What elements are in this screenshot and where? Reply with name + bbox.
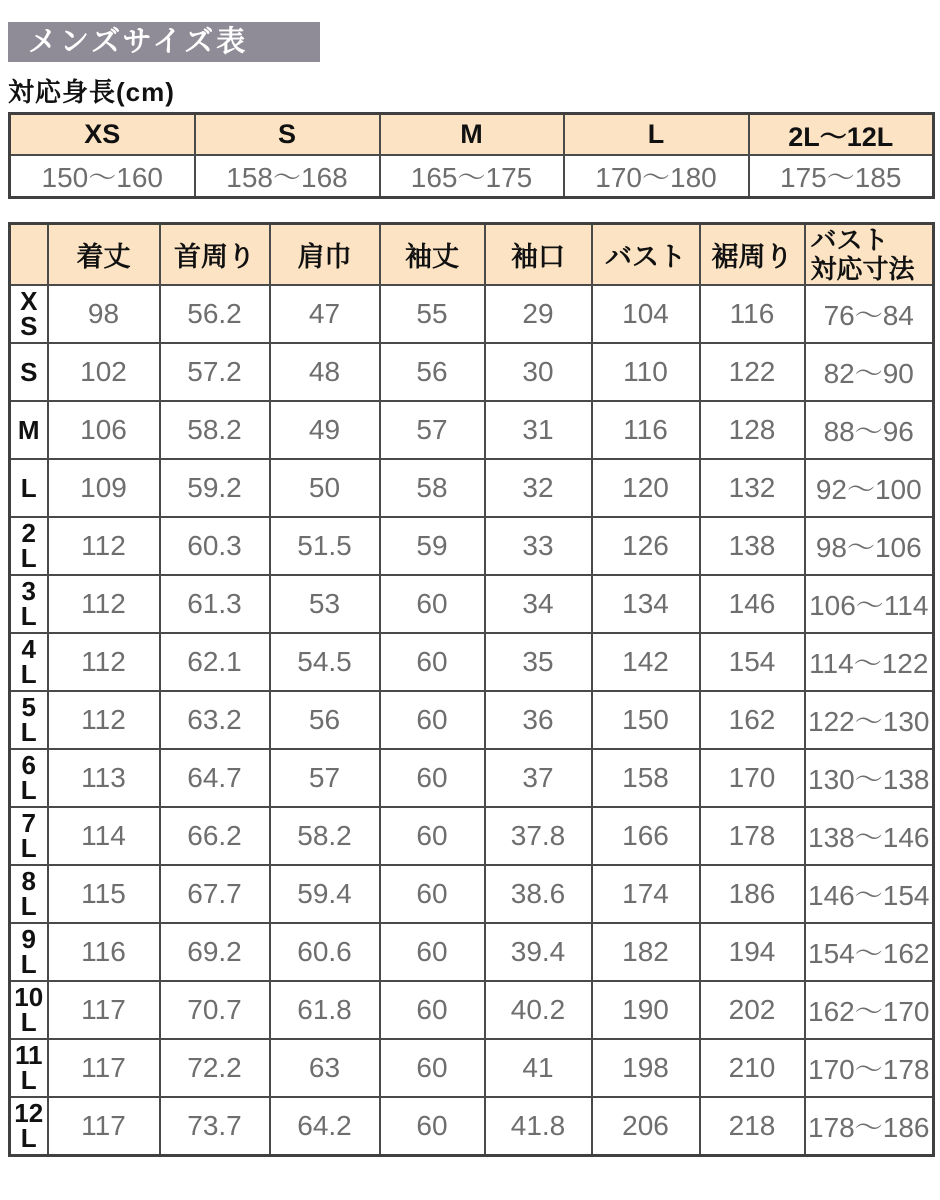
height-value-s: 158〜168	[195, 155, 380, 198]
size-cell: 166	[592, 807, 700, 865]
size-cell: 146	[700, 575, 805, 633]
size-cell: 138	[700, 517, 805, 575]
size-cell: 56	[380, 343, 485, 401]
table-row	[10, 981, 934, 1039]
size-cell: 64.2	[270, 1097, 380, 1156]
size-cell: 60	[380, 633, 485, 691]
size-row-label: 4 L	[10, 633, 48, 691]
size-cell: 190	[592, 981, 700, 1039]
height-table-header-row	[10, 114, 934, 156]
size-cell: 114〜122	[805, 633, 934, 691]
size-cell: 117	[48, 1039, 160, 1097]
size-cell: 39.4	[485, 923, 592, 981]
size-cell: 34	[485, 575, 592, 633]
size-cell: 202	[700, 981, 805, 1039]
size-cell: 117	[48, 981, 160, 1039]
size-cell: 115	[48, 865, 160, 923]
size-cell: 112	[48, 575, 160, 633]
size-cell: 58.2	[160, 401, 270, 459]
size-cell: 146〜154	[805, 865, 934, 923]
size-cell: 102	[48, 343, 160, 401]
size-cell: 63.2	[160, 691, 270, 749]
size-cell: 104	[592, 285, 700, 343]
size-cell: 41	[485, 1039, 592, 1097]
col-header-body-length: 着丈	[48, 224, 160, 286]
size-cell: 98	[48, 285, 160, 343]
size-cell: 54.5	[270, 633, 380, 691]
size-cell: 56	[270, 691, 380, 749]
size-cell: 59.2	[160, 459, 270, 517]
table-row	[10, 575, 934, 633]
page-title: メンズサイズ表	[8, 22, 320, 62]
size-cell: 69.2	[160, 923, 270, 981]
size-cell: 122〜130	[805, 691, 934, 749]
size-cell: 38.6	[485, 865, 592, 923]
col-header-neck: 首周り	[160, 224, 270, 286]
table-row	[10, 691, 934, 749]
size-cell: 113	[48, 749, 160, 807]
size-cell: 116	[592, 401, 700, 459]
size-cell: 112	[48, 691, 160, 749]
size-cell: 60	[380, 923, 485, 981]
size-cell: 76〜84	[805, 285, 934, 343]
size-cell: 210	[700, 1039, 805, 1097]
table-row	[10, 633, 934, 691]
size-cell: 60	[380, 691, 485, 749]
size-cell: 128	[700, 401, 805, 459]
table-row	[10, 807, 934, 865]
size-cell: 122	[700, 343, 805, 401]
size-cell: 60	[380, 865, 485, 923]
size-cell: 67.7	[160, 865, 270, 923]
size-cell: 41.8	[485, 1097, 592, 1156]
size-cell: 47	[270, 285, 380, 343]
size-cell: 60	[380, 1039, 485, 1097]
size-cell: 98〜106	[805, 517, 934, 575]
col-header-cuff: 袖口	[485, 224, 592, 286]
size-cell: 198	[592, 1039, 700, 1097]
table-row	[10, 285, 934, 343]
size-cell: 37.8	[485, 807, 592, 865]
size-cell: 106	[48, 401, 160, 459]
size-cell: 60	[380, 575, 485, 633]
size-row-label: M	[10, 401, 48, 459]
size-cell: 182	[592, 923, 700, 981]
size-cell: 130〜138	[805, 749, 934, 807]
height-value-2l-12l: 175〜185	[749, 155, 934, 198]
size-row-label: 10 L	[10, 981, 48, 1039]
table-row	[10, 401, 934, 459]
col-header-sleeve-length: 袖丈	[380, 224, 485, 286]
size-cell: 158	[592, 749, 700, 807]
size-cell: 194	[700, 923, 805, 981]
size-row-label: 8 L	[10, 865, 48, 923]
size-cell: 116	[700, 285, 805, 343]
table-row	[10, 343, 934, 401]
size-cell: 132	[700, 459, 805, 517]
size-cell: 60	[380, 981, 485, 1039]
size-cell: 154〜162	[805, 923, 934, 981]
size-cell: 186	[700, 865, 805, 923]
height-correspondence-table	[8, 112, 935, 199]
size-row-label: 3 L	[10, 575, 48, 633]
size-cell: 59.4	[270, 865, 380, 923]
size-cell: 61.8	[270, 981, 380, 1039]
size-cell: 53	[270, 575, 380, 633]
size-row-label: L	[10, 459, 48, 517]
size-row-label: X S	[10, 285, 48, 343]
table-row	[10, 459, 934, 517]
size-cell: 60	[380, 807, 485, 865]
col-header-shoulder: 肩巾	[270, 224, 380, 286]
size-cell: 49	[270, 401, 380, 459]
height-header-s: S	[195, 114, 380, 156]
size-cell: 32	[485, 459, 592, 517]
size-cell: 154	[700, 633, 805, 691]
size-cell: 117	[48, 1097, 160, 1156]
size-cell: 206	[592, 1097, 700, 1156]
col-header-bust-range	[805, 224, 934, 286]
size-cell: 48	[270, 343, 380, 401]
size-cell: 60.3	[160, 517, 270, 575]
size-cell: 57.2	[160, 343, 270, 401]
size-cell: 61.3	[160, 575, 270, 633]
size-cell: 112	[48, 517, 160, 575]
size-cell: 162	[700, 691, 805, 749]
size-cell: 50	[270, 459, 380, 517]
size-cell: 60	[380, 749, 485, 807]
size-cell: 174	[592, 865, 700, 923]
size-cell: 178	[700, 807, 805, 865]
size-cell: 62.1	[160, 633, 270, 691]
corner-cell	[10, 224, 48, 286]
size-row-label: 2 L	[10, 517, 48, 575]
mens-size-table	[8, 222, 935, 1157]
table-row	[10, 923, 934, 981]
size-cell: 63	[270, 1039, 380, 1097]
size-cell: 64.7	[160, 749, 270, 807]
size-cell: 178〜186	[805, 1097, 934, 1156]
table-row	[10, 517, 934, 575]
col-header-bust: バスト	[592, 224, 700, 286]
size-cell: 57	[270, 749, 380, 807]
size-cell: 59	[380, 517, 485, 575]
size-cell: 70.7	[160, 981, 270, 1039]
size-cell: 29	[485, 285, 592, 343]
size-row-label: 12 L	[10, 1097, 48, 1156]
size-cell: 112	[48, 633, 160, 691]
size-cell: 120	[592, 459, 700, 517]
table-row	[10, 1039, 934, 1097]
size-cell: 92〜100	[805, 459, 934, 517]
size-cell: 37	[485, 749, 592, 807]
size-cell: 150	[592, 691, 700, 749]
col-header-bust-range-line2: 対応寸法	[810, 253, 915, 284]
height-table-value-row	[10, 155, 934, 198]
size-cell: 30	[485, 343, 592, 401]
size-row-label: 7 L	[10, 807, 48, 865]
size-row-label: 11 L	[10, 1039, 48, 1097]
size-cell: 170〜178	[805, 1039, 934, 1097]
size-cell: 116	[48, 923, 160, 981]
size-cell: 57	[380, 401, 485, 459]
height-value-m: 165〜175	[380, 155, 564, 198]
height-header-l: L	[564, 114, 749, 156]
table-row	[10, 1097, 934, 1156]
size-cell: 109	[48, 459, 160, 517]
size-cell: 138〜146	[805, 807, 934, 865]
size-cell: 66.2	[160, 807, 270, 865]
size-cell: 73.7	[160, 1097, 270, 1156]
size-cell: 162〜170	[805, 981, 934, 1039]
size-cell: 35	[485, 633, 592, 691]
table-row	[10, 865, 934, 923]
size-cell: 40.2	[485, 981, 592, 1039]
size-row-label: 5 L	[10, 691, 48, 749]
size-row-label: 6 L	[10, 749, 48, 807]
size-cell: 218	[700, 1097, 805, 1156]
size-row-label: 9 L	[10, 923, 48, 981]
height-value-xs: 150〜160	[10, 155, 195, 198]
size-cell: 72.2	[160, 1039, 270, 1097]
height-header-m: M	[380, 114, 564, 156]
size-table-header-row	[10, 224, 934, 286]
size-cell: 60	[380, 1097, 485, 1156]
size-cell: 31	[485, 401, 592, 459]
height-table-caption: 対応身長(cm)	[8, 77, 175, 107]
size-cell: 110	[592, 343, 700, 401]
size-cell: 36	[485, 691, 592, 749]
size-cell: 51.5	[270, 517, 380, 575]
size-cell: 58	[380, 459, 485, 517]
height-value-l: 170〜180	[564, 155, 749, 198]
size-cell: 60.6	[270, 923, 380, 981]
size-cell: 56.2	[160, 285, 270, 343]
size-row-label: S	[10, 343, 48, 401]
height-header-xs: XS	[10, 114, 195, 156]
size-cell: 58.2	[270, 807, 380, 865]
size-table-body	[10, 285, 934, 1156]
size-cell: 142	[592, 633, 700, 691]
size-cell: 88〜96	[805, 401, 934, 459]
size-cell: 33	[485, 517, 592, 575]
table-row	[10, 749, 934, 807]
size-cell: 134	[592, 575, 700, 633]
size-cell: 170	[700, 749, 805, 807]
size-cell: 82〜90	[805, 343, 934, 401]
height-header-2l-12l: 2L〜12L	[749, 114, 934, 156]
size-cell: 126	[592, 517, 700, 575]
col-header-hem: 裾周り	[700, 224, 805, 286]
col-header-bust-range-line1: バスト	[810, 224, 889, 255]
size-cell: 114	[48, 807, 160, 865]
size-cell: 55	[380, 285, 485, 343]
size-cell: 106〜114	[805, 575, 934, 633]
